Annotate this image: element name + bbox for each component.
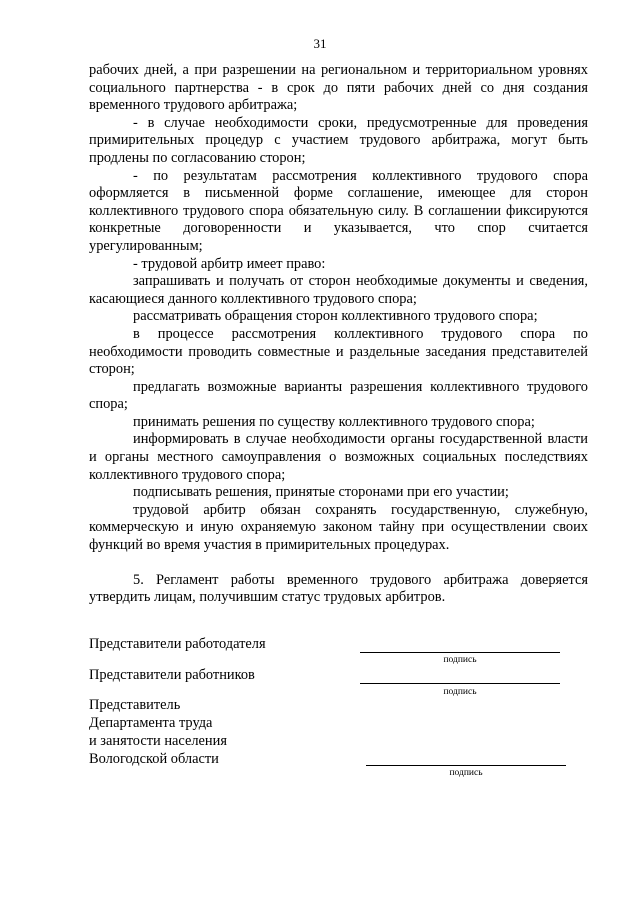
department-name-line: и занятости населения <box>89 733 227 749</box>
page-number: 31 <box>313 36 327 51</box>
employer-signature-line <box>360 652 560 653</box>
paragraph: запрашивать и получать от сторон необходимые документы и сведения, касающиеся данного коллективного трудового спора; <box>89 273 588 307</box>
employer-signature-caption: подпись <box>443 655 477 665</box>
workers-signature-line <box>360 683 560 684</box>
paragraph: принимать решения по существу коллективного трудового спора; <box>133 413 535 430</box>
paragraph: рассматривать обращения сторон коллективного трудового спора; <box>133 308 538 325</box>
document-body <box>89 62 588 607</box>
employer-representatives-label: Представители работодателя <box>89 636 266 652</box>
paragraph: - в случае необходимости сроки, предусмотренные для проведения примирительных процедур с участием трудового арбитража, могут быть продлены по согласованию сторон; <box>89 114 588 166</box>
paragraph: информировать в случае необходимости органы государственной власти и органы местного самоуправления о возможных социальных последствиях коллективного трудового спора; <box>89 431 588 483</box>
paragraph: - трудовой арбитр имеет право: <box>133 255 326 272</box>
paragraph: - по результатам рассмотрения коллективного трудового спора оформляется в письменной форме соглашение, имеющее для сторон коллективного трудового спора обязательную силу. В соглашении фиксируются конкретные договоренности и указывается, что спор считается урегулированным; <box>89 167 588 254</box>
department-signature-line <box>366 765 566 766</box>
paragraph: предлагать возможные варианты разрешения коллективного трудового спора; <box>89 378 588 413</box>
paragraph: трудовой арбитр обязан сохранять государственную, служебную, коммерческую и иную охраняемую законом тайну при осуществлении своих функций во время участия в примирительных процедурах. <box>89 501 588 554</box>
department-region-line: Вологодской области <box>89 751 219 767</box>
department-name-line: Департамента труда <box>89 715 213 731</box>
workers-signature-caption: подпись <box>443 687 477 697</box>
paragraph: 5. Регламент работы временного трудового арбитража доверяется утвердить лицам, получившим статус трудовых арбитров. <box>89 571 588 606</box>
workers-representatives-label: Представители работников <box>89 667 255 683</box>
paragraph: рабочих дней, а при разрешении на региональном и территориальном уровнях социального партнерства - в срок до пяти рабочих дней со дня создания временного трудового арбитража; <box>89 62 588 114</box>
paragraph: подписывать решения, принятые сторонами при его участии; <box>133 484 509 501</box>
department-representative-label: Представитель <box>89 697 181 713</box>
department-signature-caption: подпись <box>449 768 483 778</box>
paragraph: в процессе рассмотрения коллективного трудового спора по необходимости проводить совместные и раздельные заседания представителей сторон; <box>89 325 588 378</box>
